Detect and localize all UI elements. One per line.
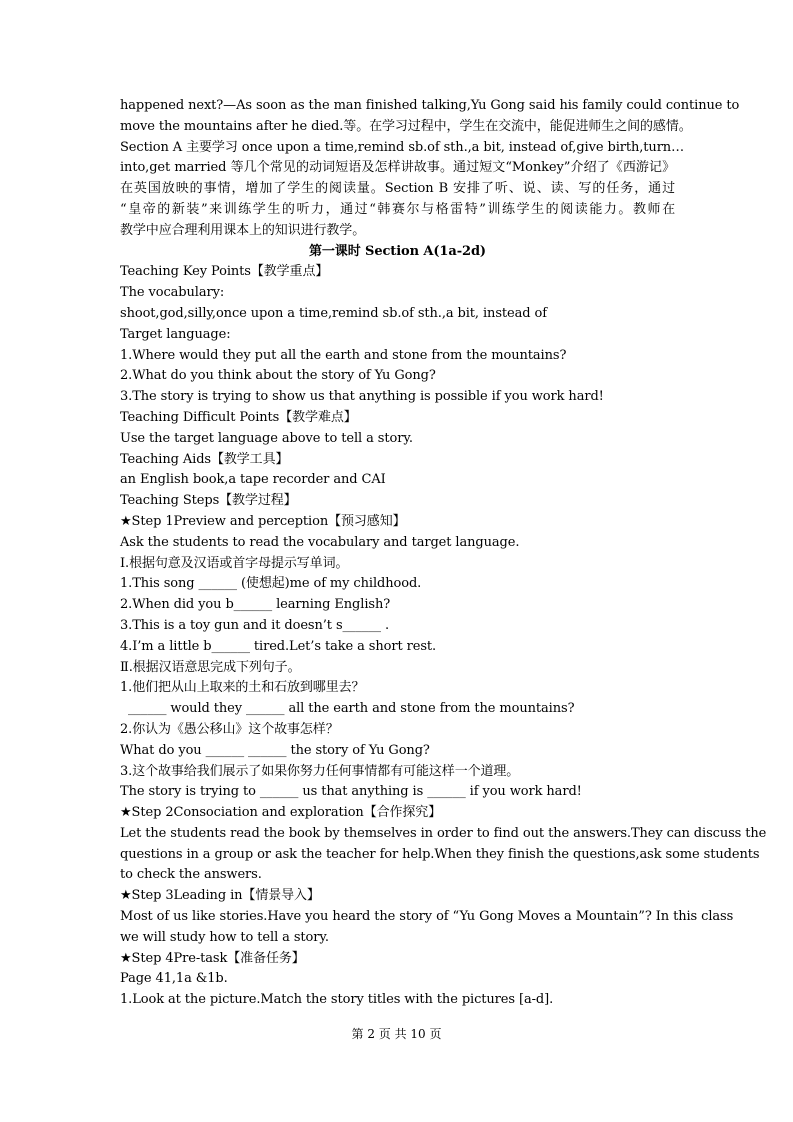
target-sentence: 1.Where would they put all the earth and stone from the mountains? (120, 347, 567, 363)
intro-line: 在英国放映的事情，增加了学生的阅读量。Section B 安排了听、说、读、写的任务，通过 (120, 181, 675, 197)
step4-page-ref: Page 41,1a &1b. (120, 971, 228, 987)
teaching-steps-heading: Teaching Steps【教学过程】 (120, 493, 297, 509)
target-sentence: 3.The story is trying to show us that anything is possible if you work hard! (120, 389, 604, 405)
step4-heading: ★Step 4Pre-task【准备任务】 (120, 950, 305, 966)
difficult-points-text: Use the target language above to tell a story. (120, 430, 413, 446)
step3-line: we will study how to tell a story. (120, 929, 329, 945)
step2-line: to check the answers. (120, 867, 262, 883)
vocabulary-list: shoot,god,silly,once upon a time,remind sb.of sth.,a bit, instead of (120, 305, 547, 321)
exercise-line: 3.这个故事给我们展示了如果你努力任何事情都有可能这样一个道理。 (120, 763, 520, 779)
exercise-line: 2.你认为《愚公移山》这个故事怎样？ (120, 721, 339, 737)
exercise-line: 1.他们把从山上取来的土和石放到哪里去？ (120, 680, 365, 696)
lesson-title: 第一课时 Section A(1a-2d) (309, 243, 486, 259)
key-points-heading: Teaching Key Points【教学重点】 (120, 264, 329, 280)
intro-line: “皇帝的新装”来训练学生的听力，通过“韩赛尔与格雷特”训练学生的阅读能力。教师在 (120, 201, 675, 217)
step2-heading: ★Step 2Consociation and exploration【合作探究】 (120, 805, 442, 821)
exercise-line: ______ would they ______ all the earth and stone from the mountains? (128, 701, 575, 717)
exercise-part2-heading: Ⅱ.根据汉语意思完成下列句子。 (120, 659, 301, 675)
page-footer: 第 2 页 共 10 页 (351, 1027, 442, 1041)
exercise-item: 2.When did you b______ learning English? (120, 597, 391, 613)
exercise-part1-heading: Ⅰ.根据句意及汉语或首字母提示写单词。 (120, 555, 349, 571)
step2-line: Let the students read the book by themselves in order to find out the answers.They can discuss the (120, 825, 767, 841)
exercise-line: The story is trying to ______ us that anything is ______ if you work hard! (120, 784, 582, 800)
exercise-line: What do you ______ ______ the story of Yu Gong? (120, 742, 430, 758)
intro-line: move the mountains after he died.等。在学习过程中，学生在交流中，能促进师生之间的感情。 (120, 118, 692, 134)
target-language-label: Target language: (120, 326, 231, 342)
step1-heading: ★Step 1Preview and perception【预习感知】 (120, 513, 406, 529)
step2-line: questions in a group or ask the teacher for help.When they finish the questions,ask some students (120, 846, 760, 862)
step4-instruction: 1.Look at the picture.Match the story titles with the pictures [a-d]. (120, 992, 554, 1008)
teaching-aids-heading: Teaching Aids【教学工具】 (120, 451, 289, 467)
teaching-aids-text: an English book,a tape recorder and CAI (120, 472, 386, 488)
target-sentence: 2.What do you think about the story of Yu Gong? (120, 368, 436, 384)
intro-line: 教学中应合理利用课本上的知识进行教学。 (120, 222, 366, 238)
intro-line: into,get married 等几个常见的动词短语及怎样讲故事。通过短文“Monkey”介绍了《西游记》 (120, 160, 675, 176)
exercise-item: 3.This is a toy gun and it doesn’t s______ . (120, 617, 389, 633)
page-content (120, 96, 767, 1011)
difficult-points-heading: Teaching Difficult Points【教学难点】 (120, 409, 357, 425)
exercise-item: 1.This song ______ (使想起)me of my childhood. (120, 576, 422, 592)
intro-line: Section A 主要学习 once upon a time,remind sb.of sth.,a bit, instead of,give birth,turn… (120, 139, 684, 155)
vocabulary-label: The vocabulary: (120, 285, 225, 301)
step3-heading: ★Step 3Leading in【情景导入】 (120, 888, 320, 904)
step3-line: Most of us like stories.Have you heard the story of “Yu Gong Moves a Mountain”? In this class (120, 909, 734, 925)
intro-line: happened next?—As soon as the man finished talking,Yu Gong said his family could continue to (120, 98, 740, 113)
exercise-item: 4.I’m a little b______ tired.Let’s take a short rest. (120, 638, 437, 654)
step1-intro: Ask the students to read the vocabulary and target language. (120, 534, 520, 550)
